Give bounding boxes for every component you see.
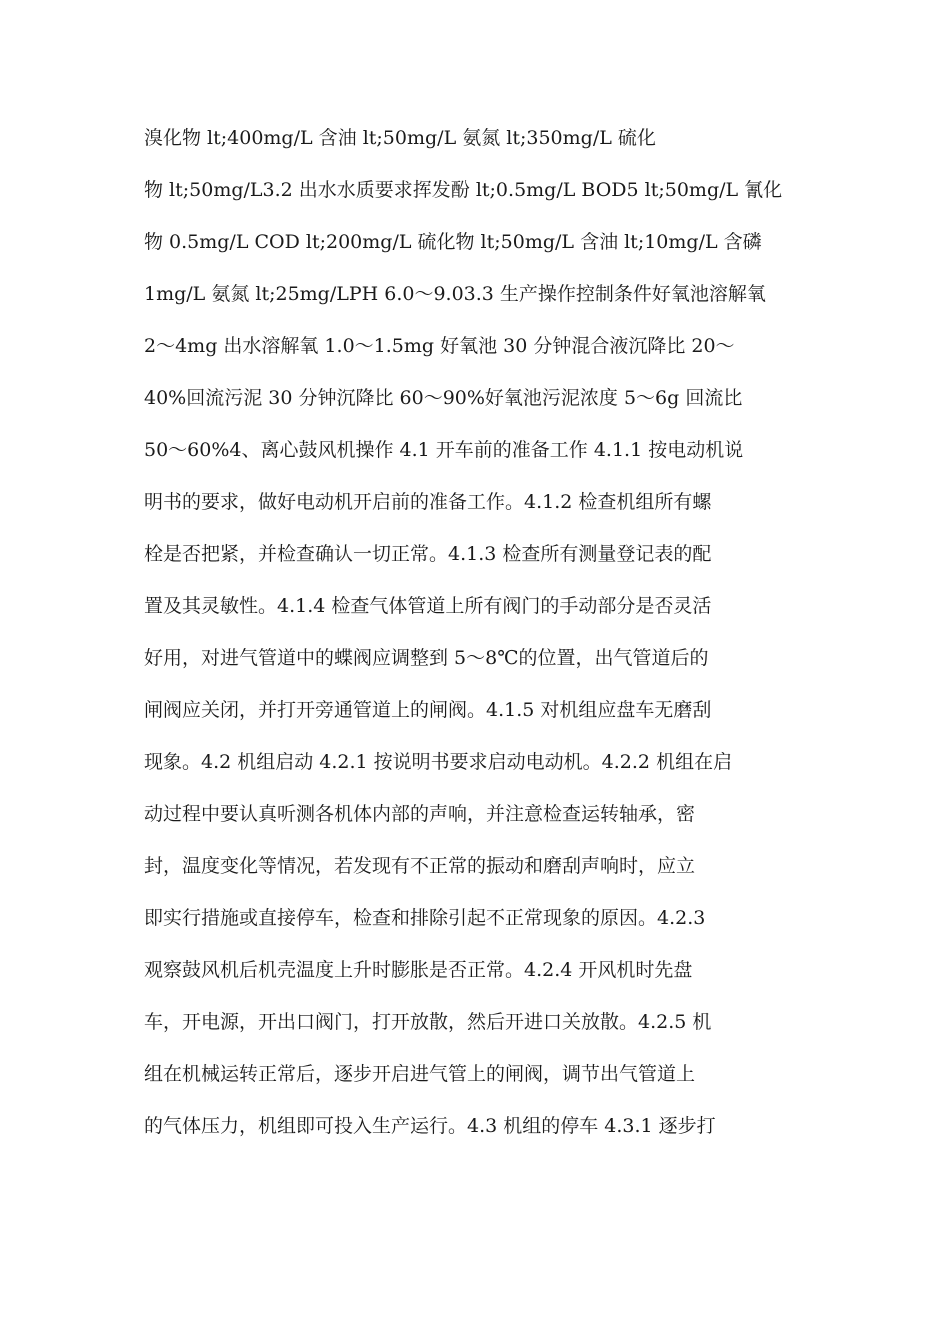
text-line: 现象。4.2 机组启动 4.2.1 按说明书要求启动电动机。4.2.2 机组在启 xyxy=(144,751,733,773)
text-line: 物 lt;50mg/L3.2 出水水质要求挥发酚 lt;0.5mg/L BOD5 lt;50mg/L 氰化 xyxy=(144,179,783,201)
text-line: 组在机械运转正常后，逐步开启进气管上的闸阀，调节出气管道上 xyxy=(144,1063,696,1085)
text-line: 1mg/L 氨氮 lt;25mg/LPH 6.0～9.03.3 生产操作控制条件好氧池溶解氧 xyxy=(144,283,766,305)
text-line: 车，开电源，开出口阀门，打开放散，然后开进口关放散。4.2.5 机 xyxy=(144,1011,712,1033)
text-line: 好用，对进气管道中的蝶阀应调整到 5～8℃的位置，出气管道后的 xyxy=(144,647,709,669)
text-line: 明书的要求，做好电动机开启前的准备工作。4.1.2 检查机组所有螺 xyxy=(144,491,712,513)
text-line: 40%回流污泥 30 分钟沉降比 60～90%好氧池污泥浓度 5～6g 回流比 xyxy=(144,387,743,409)
text-line: 的气体压力，机组即可投入生产运行。4.3 机组的停车 4.3.1 逐步打 xyxy=(144,1115,716,1137)
text-line: 置及其灵敏性。4.1.4 检查气体管道上所有阀门的手动部分是否灵活 xyxy=(144,595,712,617)
text-line: 动过程中要认真听测各机体内部的声响，并注意检查运转轴承，密 xyxy=(144,803,696,825)
text-line: 即实行措施或直接停车，检查和排除引起不正常现象的原因。4.2.3 xyxy=(144,907,706,929)
text-line: 封，温度变化等情况，若发现有不正常的振动和磨刮声响时，应立 xyxy=(144,855,696,877)
text-line: 50～60%4、离心鼓风机操作 4.1 开车前的准备工作 4.1.1 按电动机说 xyxy=(144,439,744,461)
text-line: 栓是否把紧，并检查确认一切正常。4.1.3 检查所有测量登记表的配 xyxy=(144,543,712,565)
text-line: 物 0.5mg/L COD lt;200mg/L 硫化物 lt;50mg/L 含油 lt;10mg/L 含磷 xyxy=(144,231,762,253)
body-text xyxy=(144,118,824,1158)
text-line: 2～4mg 出水溶解氧 1.0～1.5mg 好氧池 30 分钟混合液沉降比 20～ xyxy=(144,335,735,357)
text-line: 溴化物 lt;400mg/L 含油 lt;50mg/L 氨氮 lt;350mg/L 硫化 xyxy=(144,127,656,149)
text-line: 闸阀应关闭，并打开旁通管道上的闸阀。4.1.5 对机组应盘车无磨刮 xyxy=(144,699,712,721)
text-line: 观察鼓风机后机壳温度上升时膨胀是否正常。4.2.4 开风机时先盘 xyxy=(144,959,693,981)
